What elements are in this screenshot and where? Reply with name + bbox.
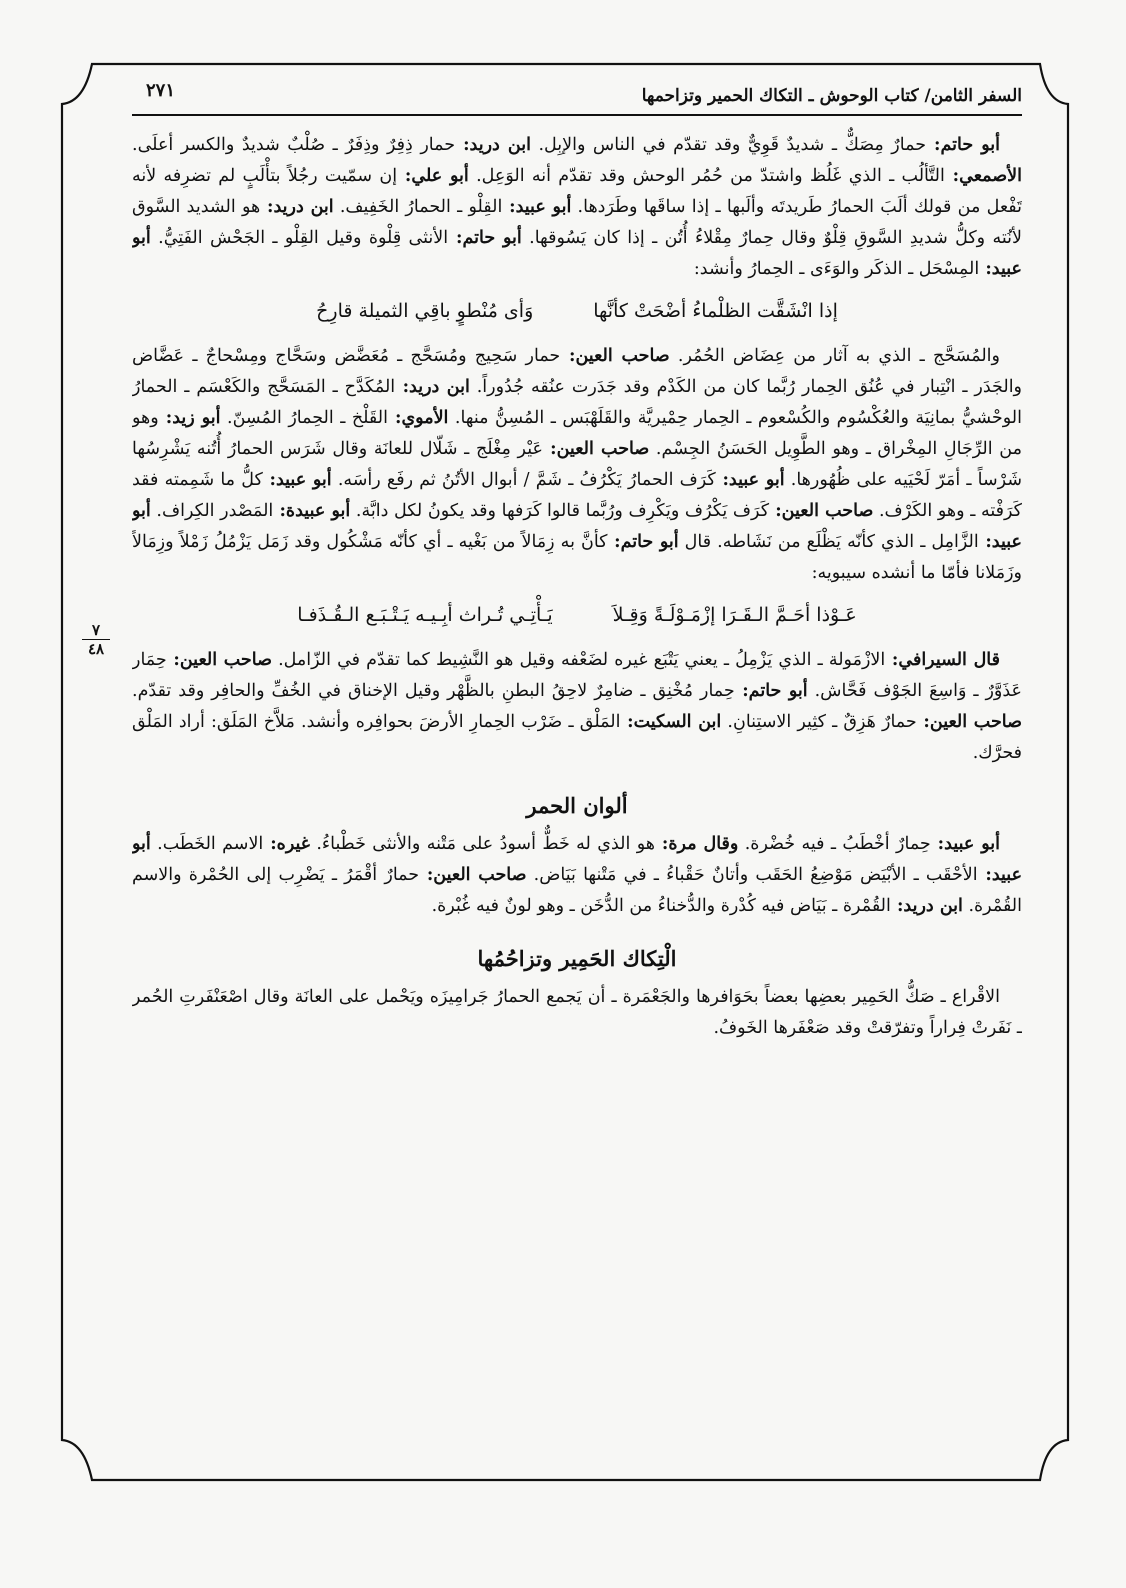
section-heading-jostling: الْتِكاك الحَمِير وتزاحُمُها xyxy=(477,946,677,971)
text-run: حمار ذِفِرٌ وذِفَرٌ ـ صُلْبٌ شديدٌ والكسر أعلَى. xyxy=(132,135,456,155)
text-run: والمُسَحَّج ـ الذي به آثار من عِضَاض الحُمُر. xyxy=(669,346,1000,366)
text-run: إن سمّيت رجُلاً بتأْلَبٍ لم تضرِفه لأنه تَفْعل من قولك ألَبَ الحمارُ طَريدتَه وألَبها ـ إذا ساقَها وطَرَدها. xyxy=(132,166,1022,217)
running-head: السفر الثامن/ كتاب الوحوش ـ التكاك الحمير وتزاحمها xyxy=(641,86,1022,106)
page-number: ٢٧١ xyxy=(146,80,176,101)
text-run: الأحْقَب ـ الأبْيَض مَوْضِعُ الحَقَب وأتانٌ حَقْباءُ ـ في مَتْنها بَيَاض. xyxy=(526,865,978,885)
text-run: وهو من الرِّجَالِ المِخْراق ـ وهو الطَّوِيل الحَسَنُ الجِسْم. xyxy=(132,408,1022,459)
source-attribution: أبو عبيدة: xyxy=(273,501,351,521)
source-attribution: أبو عبيد: xyxy=(132,834,1022,885)
source-attribution: أبو عبيد: xyxy=(262,470,332,490)
text-run: كَرَف الحمارُ يَكْرُفُ ـ شَمَّ / أبوال الأتُنُ ثم رفَع رأسَه. xyxy=(331,470,716,490)
text-run: حمار سَحِيج ومُسَحَّج ـ مُعَضَّض وسَحَّاج ومِسْحاجٌ ـ عَضَّاض والجَدَر ـ انْتِبار في عُنُق الحِمار رُبَّما كان من الكَدْم وقد جَدَرت عنُقه جُدُوراً. xyxy=(132,346,1022,397)
source-attribution: ابن السكيت: xyxy=(620,712,722,732)
section-heading-colors: ألوان الحمر xyxy=(526,793,628,818)
source-attribution: أبو حاتم: xyxy=(607,532,679,552)
text-run: القُمْرة ـ بَيَاض فيه كُدْرة والدُّخناءُ من الدُّخَن ـ وهو لونٌ فيه غُبْرة. xyxy=(431,896,891,916)
text-run: المِسْحَل ـ الذكَر والوَءَى ـ الحِمارُ وأنشد: xyxy=(693,259,980,279)
paragraph-3 xyxy=(132,645,1022,769)
text-run: القِلْو ـ الحمارُ الخَفِيف. xyxy=(333,197,503,217)
text-run: الأنثى قِلْوة وقيل القِلْو ـ الجَحْش الفَتِيُّ. xyxy=(150,228,449,248)
text-run: حِمارٌ أخْطَبُ ـ فيه خُضْرة. xyxy=(738,834,931,854)
source-attribution: صاحب العين: xyxy=(916,712,1022,732)
source-attribution: وقال مرة: xyxy=(655,834,739,854)
source-attribution: صاحب العين: xyxy=(419,865,527,885)
verse-2-second-hemistich: يَـأْتِـي تُـراث أبِـيـه يَـتْـبَـع الـقُـذَفـا xyxy=(297,604,553,626)
text-run: حمارٌ هَزِقٌ ـ كثِير الاستِنانِ. xyxy=(721,712,917,732)
text-run: المَصْدر الكِراف. xyxy=(150,501,274,521)
verse-2 xyxy=(132,595,1022,635)
text-run: المُكَدَّح ـ المَسَحَّج والكَعْسَم ـ الحمارُ الوحْشيُّ بمانِيَة والعُكْسُوم والكُسْعوم ـ الحِمار حِمْيريَّة والقَلَهْبَس ـ المُسِنُّ منها. xyxy=(132,377,1022,428)
source-attribution: الأصمعي: xyxy=(944,166,1022,186)
text-run: الزَّامِل ـ الذي كأنّه يَظْلَع من نَشَاطه. xyxy=(711,532,979,552)
text-run: الازْمَولة ـ الذي يَزْمِلُ ـ يعني يَتْبَع غيره لضَعْفه وقيل هو النَّشِيط كما تقدّم في الزّامل. xyxy=(271,650,886,670)
source-attribution: صاحب العين: xyxy=(560,346,670,366)
source-attribution: ابن دريد: xyxy=(260,197,334,217)
text-run: قال xyxy=(678,532,712,552)
source-attribution: ابن دريد: xyxy=(395,377,470,397)
source-attribution: أبو علي: xyxy=(397,166,469,186)
source-attribution: صاحب العين: xyxy=(166,650,272,670)
text-run: هو الذي له خَطٌّ أسودُ على مَتْنه والأنثى خَطْباءُ. xyxy=(309,834,655,854)
paragraph-1 xyxy=(132,130,1022,285)
source-attribution: أبو حاتم: xyxy=(734,681,808,701)
text-run: المَلْق ـ ضَرْب الحِمارِ الأرضَ بحوافِره وأنشد. مَلاَّخ المَلَق: أراد المَلْق فحرَّك. xyxy=(132,712,1022,763)
source-attribution: صاحب العين: xyxy=(769,501,874,521)
text-run: الاسم الخَطَب. xyxy=(150,834,264,854)
text-run: كَرَف يَكْرُف ويَكْرِف ورُبَّما قالوا كَرَفها وقد يكونُ لكل دابَّة. xyxy=(350,501,770,521)
margin-note-bottom: ٤٨ xyxy=(87,640,105,658)
paragraph-5 xyxy=(132,982,1022,1044)
page-body xyxy=(132,72,1022,1492)
text-run: كأنَّ به زِمَالاً من بَغْيه ـ أي كأنّه مَشْكُول وقد زَمَل يَزْمُلُ زَمْلاً وزِمَالاً وزَمَلانا فأمّا ما أنشده سيبويه: xyxy=(132,532,1022,583)
text-run: عَيْر مِغْلَج ـ شَلّال للعانَة وقال شَرَس الحمارُ أُتُنه يَشْرِسُها شَرْساً ـ أمَرّ لَحْيَيه على ظُهُورها. xyxy=(132,439,1022,490)
source-attribution: ابن دريد: xyxy=(890,896,963,916)
source-attribution: أبو عبيد: xyxy=(502,197,572,217)
text-run: كلُّ ما شَمِمته فقد كَرَفْته ـ وهو الكَرْف. xyxy=(132,470,1022,521)
text-run: حِمار مُخْنِق ـ ضامِرٌ لاحِقُ البطنِ بالظَّهْر وقيل الإخناق في الخُفِّ والحافِر وقد تقدّم. xyxy=(132,681,735,701)
text-run: حمارٌ أقْمَرُ ـ يَضْرِب إلى الحُمْرة والاسم القُمْرة. xyxy=(132,865,1022,916)
verse-1-second-hemistich: وَأى مُنْطوٍ باقِي الثميلة قارِحُ xyxy=(316,300,534,322)
margin-folio-note xyxy=(78,622,114,657)
source-attribution: أبو حاتم: xyxy=(448,228,522,248)
text-run: حمارٌ مِصَكٌّ ـ شديدٌ قَوِيٌّ وقد تقدّم في الناس والإبِل. xyxy=(530,135,927,155)
paragraph-4 xyxy=(132,829,1022,922)
page-header xyxy=(132,72,1022,116)
text-run: القَلْخ ـ الحِمارُ المُسِنّ. xyxy=(220,408,388,428)
margin-note-top: ٧ xyxy=(91,621,101,639)
source-attribution: أبو حاتم: xyxy=(926,135,1000,155)
verse-1 xyxy=(132,291,1022,331)
paragraph-2 xyxy=(132,341,1022,589)
source-attribution: ابن دريد: xyxy=(455,135,531,155)
source-attribution: الأموي: xyxy=(387,408,449,428)
source-attribution: أبو عبيد: xyxy=(132,228,1022,279)
text-run: هو الشديد السَّوق لأنُته وكلُّ شديدِ السَّوقِ قِلْوٌ وقال حِمارٌ مِقْلاءُ أُتُن ـ إذا كان يَسُوقها. xyxy=(132,197,1022,248)
source-attribution: صاحب العين: xyxy=(542,439,650,459)
source-attribution: أبو عبيد: xyxy=(930,834,1001,854)
source-attribution: غيره: xyxy=(263,834,310,854)
source-attribution: أبو عبيد: xyxy=(715,470,785,490)
verse-1-first-hemistich: إذا انْشَقَّت الظلْماءُ أضْحَتْ كأنَّها xyxy=(593,300,838,322)
text-run: التَّألُب ـ الذي غَلُظ واشتدّ من حُمُر الوحش وقد تقدّم أنه الوَعِل. xyxy=(468,166,945,186)
text-run: الاقْراع ـ صَكُّ الحَمِير بعضِها بعضاً بحَوَافرها والجَعْمَرة ـ أن يَجمع الحمارُ جَرامِيزَه ويَحْمل على العانَة وقال اصْعَنْفَرتِ الحُمر ـ نَفَرتْ فِراراً وتفرّقتْ وقد صَعْفَرها الخَوفُ. xyxy=(132,987,1022,1038)
source-attribution: أبو عبيد: xyxy=(132,501,1022,552)
source-attribution: أبو زيد: xyxy=(158,408,221,428)
text-run: حِمَار عَذَوَّرٌ ـ وَاسِعَ الجَوْف فَحَّاش. xyxy=(132,650,1022,701)
verse-2-first-hemistich: عَـوْذا أحَـمَّ الـقَـرَا إزْمَـوْلَـةً وَقِـلاَ xyxy=(612,604,857,626)
source-attribution: قال السيرافي: xyxy=(885,650,1000,670)
